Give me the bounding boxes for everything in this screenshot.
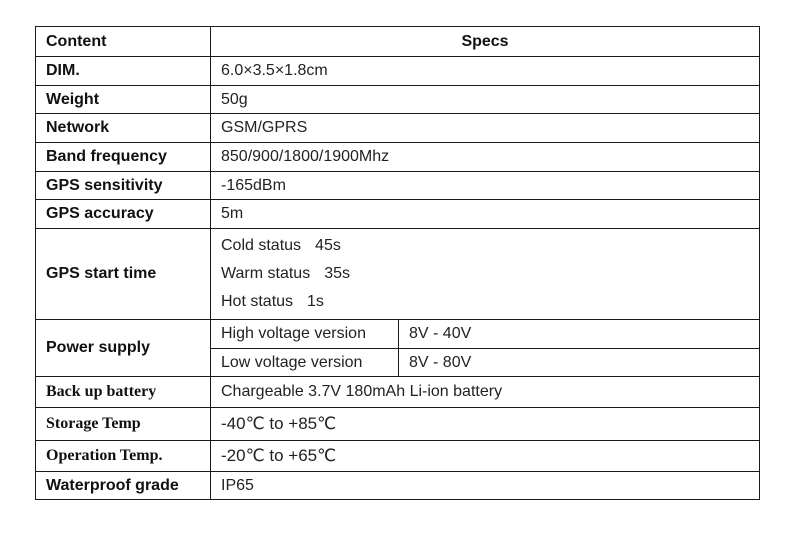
table-row-weight [36,86,760,114]
row-label-storage-temp: Storage Temp [36,408,211,441]
status-value: 45s [315,237,341,254]
row-label-backup-battery: Back up battery [36,377,211,408]
header-specs: Specs [211,27,760,57]
row-value-waterproof-grade: IP65 [211,472,760,500]
row-value-gps-start-time [211,229,760,320]
row-label-dim: DIM. [36,57,211,86]
row-value-band-frequency: 850/900/1800/1900Mhz [211,143,760,172]
table-row-dim [36,57,760,86]
table-header-row [36,27,760,57]
row-label-network: Network [36,114,211,143]
row-label-gps-sensitivity: GPS sensitivity [36,172,211,200]
power-version-name: Low voltage version [211,349,399,377]
table-row-storage-temp [36,408,760,441]
power-version-name: High voltage version [211,320,399,349]
row-value-dim: 6.0×3.5×1.8cm [211,57,760,86]
row-value-gps-sensitivity: -165dBm [211,172,760,200]
row-value-weight: 50g [211,86,760,114]
status-name: Hot status [221,293,294,310]
gps-start-list [221,232,759,316]
list-item [221,260,759,288]
row-label-power-supply: Power supply [36,320,211,377]
table-row-backup-battery [36,377,760,408]
row-value-backup-battery: Chargeable 3.7V 180mAh Li-ion battery [211,377,760,408]
row-label-operation-temp: Operation Temp. [36,441,211,472]
row-label-weight: Weight [36,86,211,114]
row-value-gps-accuracy: 5m [211,200,760,229]
power-version-value: 8V - 80V [399,349,760,377]
list-item [221,232,759,260]
row-value-network: GSM/GPRS [211,114,760,143]
spec-table [35,26,760,500]
table-row-gps-accuracy [36,200,760,229]
status-name: Warm status [221,265,311,282]
table-row-gps-sensitivity [36,172,760,200]
list-item [221,288,759,316]
status-value: 35s [324,265,350,282]
table-row-power-high [36,320,760,349]
row-label-gps-start-time: GPS start time [36,229,211,320]
row-label-band-frequency: Band frequency [36,143,211,172]
table-row-operation-temp [36,441,760,472]
row-label-waterproof-grade: Waterproof grade [36,472,211,500]
table-row-band-frequency [36,143,760,172]
table-row-network [36,114,760,143]
table-row-gps-start-time [36,229,760,320]
header-content: Content [36,27,211,57]
row-value-storage-temp: -40℃ to +85℃ [211,408,760,441]
status-name: Cold status [221,237,302,254]
status-value: 1s [307,293,324,310]
table-row-waterproof-grade [36,472,760,500]
row-value-operation-temp: -20℃ to +65℃ [211,441,760,472]
row-label-gps-accuracy: GPS accuracy [36,200,211,229]
power-version-value: 8V - 40V [399,320,760,349]
